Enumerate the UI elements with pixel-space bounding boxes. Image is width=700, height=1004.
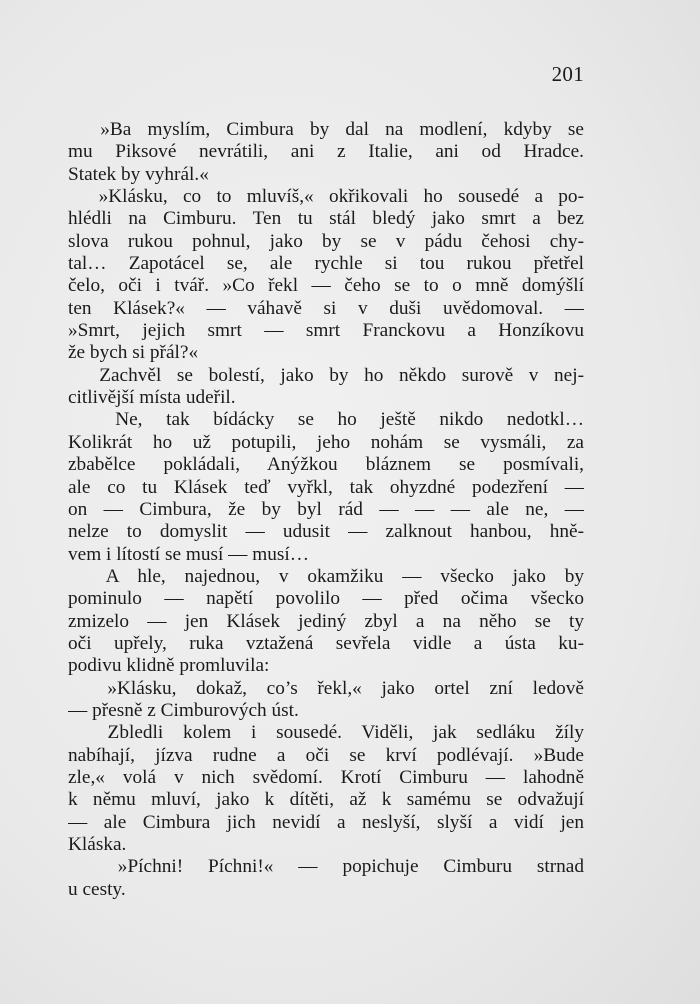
text-line: slova rukou pohnul, jako by se v pádu čehosi chy- bbox=[68, 230, 584, 252]
text-line: on — Cimbura, že by byl rád — — — ale ne, — bbox=[68, 498, 584, 520]
text-line: vem i lítostí se musí — musí… bbox=[68, 543, 310, 565]
text-line: zle,« volá v nich svědomí. Krotí Cimburu — lahodně bbox=[68, 766, 584, 788]
text-line: »Smrt, jejich smrt — smrt Franckovu a Honzíkovu bbox=[68, 320, 584, 342]
text-line: u cesty. bbox=[68, 878, 126, 900]
text-line: ten Klásek?« — váhavě si v duši uvědomoval. — bbox=[68, 297, 584, 319]
text-line: mu Piksové nevrátili, ani z Italie, ani od Hradce. bbox=[68, 141, 584, 163]
text-line: hlédli na Cimburu. Ten tu stál bledý jako smrt a bez bbox=[68, 208, 584, 230]
text-line: »Píchni! Píchni!« — popichuje Cimburu strnad bbox=[68, 856, 584, 878]
text-line: k němu mluví, jako k dítěti, až k samému se odvažují bbox=[68, 789, 584, 811]
text-line: — ale Cimbura jich nevidí a neslyší, slyší a vidí jen bbox=[68, 811, 584, 833]
text-line: »Klásku, co to mluvíš,« okřikovali ho sousedé a po- bbox=[68, 186, 584, 208]
text-line: Kolikrát ho už potupili, jeho nohám se vysmáli, za bbox=[68, 431, 584, 453]
text-line: »Klásku, dokaž, co’s řekl,« jako ortel zní ledově bbox=[68, 677, 584, 699]
text-line: ale co tu Klásek teď vyřkl, tak ohyzdné podezření — bbox=[68, 476, 584, 498]
text-line: Zachvěl se bolestí, jako by ho někdo surově v nej- bbox=[68, 364, 584, 386]
text-line: oči upřely, ruka vztažená sevřela vidle a ústa ku- bbox=[68, 632, 584, 654]
text-line: tal… Zapotácel se, ale rychle si tou rukou přetřel bbox=[68, 253, 584, 275]
text-line: nabíhají, jízva rudne a oči se krví podlévají. »Bude bbox=[68, 744, 584, 766]
page-number: 201 bbox=[551, 62, 584, 86]
body-text bbox=[68, 119, 584, 901]
text-line: že bych si přál?« bbox=[68, 342, 199, 364]
text-line: A hle, najednou, v okamžiku — všecko jako by bbox=[68, 565, 584, 587]
text-line: Kláska. bbox=[68, 834, 127, 855]
text-line: »Ba myslím, Cimbura by dal na modlení, kdyby se bbox=[68, 119, 584, 140]
text-line: pominulo — napětí povolilo — před očima všecko bbox=[68, 588, 584, 610]
text-line: Zbledli kolem i sousedé. Viděli, jak sedláku žíly bbox=[68, 722, 584, 744]
text-line: Statek by vyhrál.« bbox=[68, 163, 209, 185]
text-line: nelze to domyslit — udusit — zalknout hanbou, hně- bbox=[68, 521, 584, 543]
text-line: zbabělce pokládali, Anýžkou bláznem se posmívali, bbox=[68, 454, 584, 476]
text-line: zmizelo — jen Klásek jediný zbyl a na něho se ty bbox=[68, 610, 584, 632]
text-line: Ne, tak bídácky se ho ještě nikdo nedotkl… bbox=[68, 409, 584, 431]
text-line: — přesně z Cimburových úst. bbox=[68, 699, 299, 721]
text-line: citlivější místa udeřil. bbox=[68, 387, 236, 409]
text-line: podivu klidně promluvila: bbox=[68, 655, 270, 677]
text-line: čelo, oči i tvář. »Co řekl — čeho se to o mně domýšlí bbox=[68, 275, 584, 297]
